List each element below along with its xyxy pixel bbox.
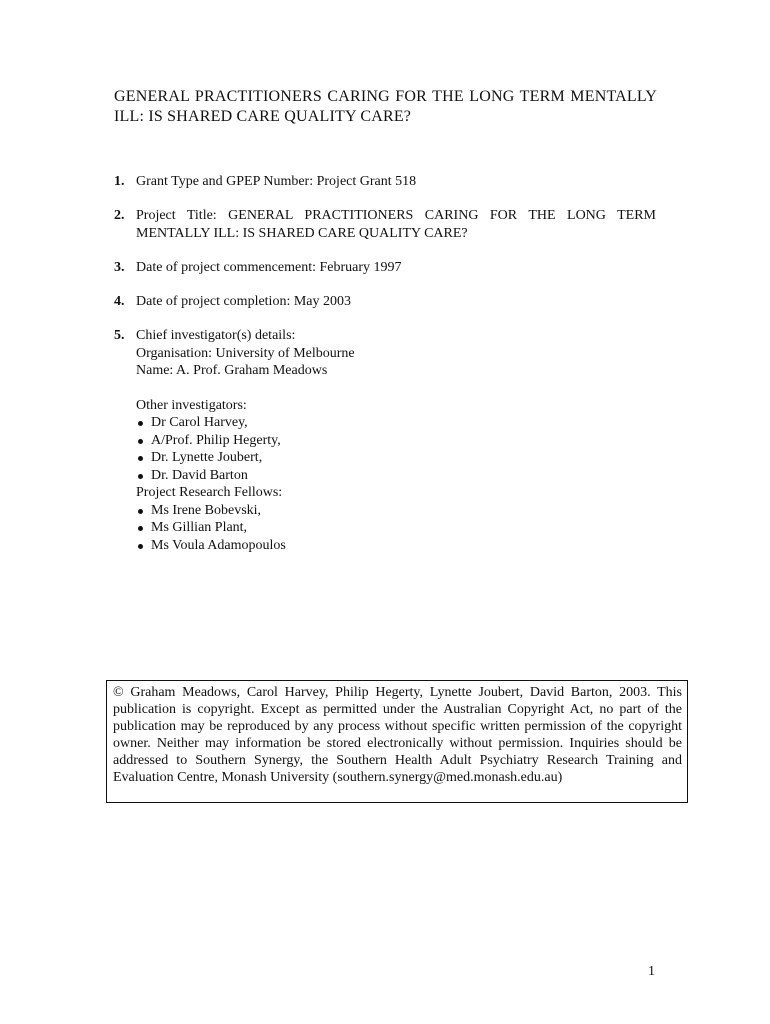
other-investigators-heading: Other investigators:	[136, 397, 247, 413]
list-item	[136, 519, 355, 537]
research-fellows-heading: Project Research Fellows:	[136, 485, 283, 500]
item-text: Date of project completion: May 2003	[136, 294, 351, 309]
chief-investigator-block	[136, 327, 355, 554]
item-text: Chief investigator(s) details:	[136, 328, 296, 343]
list-item	[136, 414, 355, 432]
item-text: Date of project commencement: February 1997	[136, 260, 402, 275]
item-number: 1.	[114, 174, 125, 189]
item-number: 3.	[114, 260, 125, 275]
chief-name: Name: A. Prof. Graham Meadows	[136, 363, 328, 378]
page-number: 1	[648, 964, 655, 979]
list-item	[136, 449, 355, 467]
item-number: 2.	[114, 208, 125, 223]
bullet-icon	[138, 526, 143, 531]
bullet-icon	[138, 421, 143, 426]
bullet-icon	[138, 474, 143, 479]
list-item	[136, 502, 355, 520]
item-number: 4.	[114, 294, 125, 309]
bullet-icon	[138, 456, 143, 461]
investigator-name: Dr. Lynette Joubert,	[151, 450, 263, 465]
other-investigators-list	[136, 414, 355, 484]
investigator-name: Dr. David Barton	[151, 467, 248, 483]
list-item	[136, 467, 355, 485]
list-item	[136, 432, 355, 450]
fellow-name: Ms Irene Bobevski,	[151, 502, 262, 518]
item-text: Project Title: GENERAL PRACTITIONERS CARING FOR THE LONG TERM MENTALLY ILL: IS SHARED CARE QUALITY CARE?	[136, 208, 656, 241]
chief-organisation: Organisation: University of Melbourne	[136, 345, 355, 361]
list-item	[136, 537, 355, 555]
bullet-icon	[138, 439, 143, 444]
copyright-notice: © Graham Meadows, Carol Harvey, Philip Hegerty, Lynette Joubert, David Barton, 2003. This publication is copyright. Except as permitted under the Australian Copyright Act, no part of the publication may be reproduced by any process without specific written permission of the copyright owner. Neither may information be stored electronically without permission. Inquiries should be addressed to Southern Synergy, the Southern Health Adult Psychiatry Research Training and Evaluation Centre, Monash University (southern.synergy@med.monash.edu.au)	[106, 680, 688, 803]
investigator-name: A/Prof. Philip Hegerty,	[151, 432, 281, 448]
fellow-name: Ms Gillian Plant,	[151, 520, 248, 535]
item-text: Grant Type and GPEP Number: Project Grant 518	[136, 174, 417, 189]
investigator-name: Dr Carol Harvey,	[151, 415, 248, 430]
research-fellows-list	[136, 502, 355, 555]
bullet-icon	[138, 544, 143, 549]
bullet-icon	[138, 509, 143, 514]
item-number: 5.	[114, 328, 125, 343]
document-title: GENERAL PRACTITIONERS CARING FOR THE LONG TERM MENTALLY ILL: IS SHARED CARE QUALITY CARE?	[114, 88, 657, 125]
fellow-name: Ms Voula Adamopoulos	[151, 537, 286, 553]
